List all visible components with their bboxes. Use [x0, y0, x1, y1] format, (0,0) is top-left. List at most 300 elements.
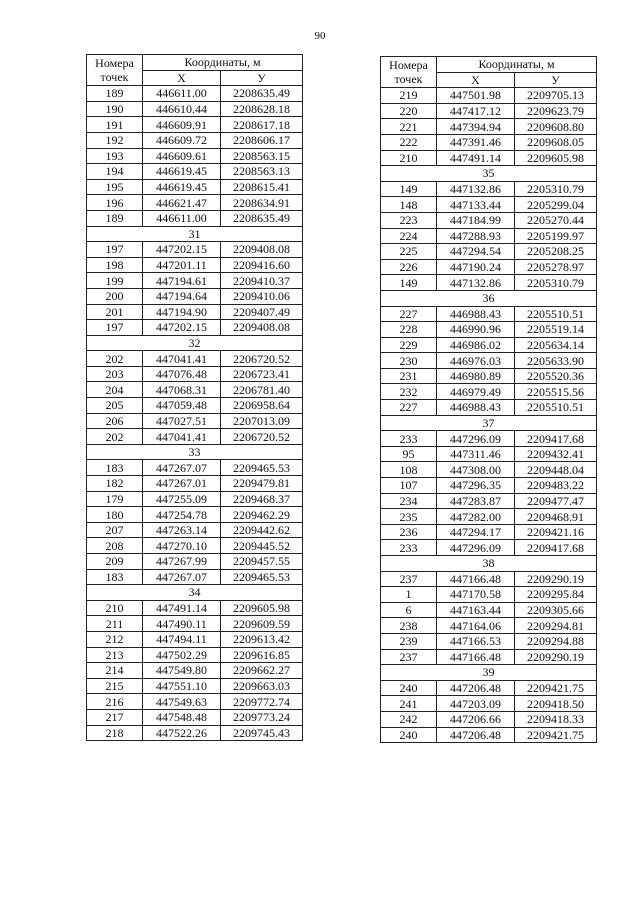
- table-row: [381, 571, 597, 587]
- point-number: 241: [381, 696, 437, 712]
- coordinate-x: 447202.15: [143, 320, 221, 336]
- table-row: [87, 647, 303, 663]
- point-number: 108: [381, 462, 437, 478]
- point-number: 149: [381, 275, 437, 291]
- point-number: 148: [381, 197, 437, 213]
- coordinate-y: 2205633.90: [515, 353, 597, 369]
- coordinate-x: 447522.26: [143, 725, 221, 741]
- point-number: 236: [381, 524, 437, 540]
- coordinate-y: 2209608.05: [515, 134, 597, 150]
- coordinate-x: 446619.45: [143, 164, 221, 180]
- table-row: [87, 522, 303, 538]
- coordinate-x: 447267.99: [143, 554, 221, 570]
- point-number: 210: [381, 150, 437, 166]
- table-row: [87, 631, 303, 647]
- coordinate-x: 447294.17: [437, 524, 515, 540]
- section-row: [381, 665, 597, 681]
- point-number: 182: [87, 476, 143, 492]
- coordinate-x: 447255.09: [143, 491, 221, 507]
- coordinate-x: 447494.11: [143, 631, 221, 647]
- coordinate-x: 446611.00: [143, 210, 221, 226]
- coordinate-x: 446980.89: [437, 368, 515, 384]
- coordinate-x: 447190.24: [437, 259, 515, 275]
- table-row: [381, 259, 597, 275]
- coordinate-x: 447166.48: [437, 571, 515, 587]
- table-row: [87, 257, 303, 273]
- point-number: 180: [87, 507, 143, 523]
- point-number: 228: [381, 322, 437, 338]
- table-row: [87, 694, 303, 710]
- table-row: [381, 493, 597, 509]
- table-row: [87, 460, 303, 476]
- header-y: У: [221, 70, 303, 86]
- table-body: [87, 86, 303, 741]
- coordinate-y: 2208635.49: [221, 86, 303, 102]
- table-row: [87, 554, 303, 570]
- point-number: 204: [87, 382, 143, 398]
- point-number: 196: [87, 195, 143, 211]
- coordinate-y: 2209432.41: [515, 446, 597, 462]
- coordinate-y: 2209745.43: [221, 725, 303, 741]
- table-row: [87, 210, 303, 226]
- table-row: [87, 507, 303, 523]
- coordinate-x: 447283.87: [437, 493, 515, 509]
- coordinates-table-right: [380, 56, 597, 743]
- table-row: [381, 431, 597, 447]
- point-number: 234: [381, 493, 437, 509]
- coordinate-x: 447491.14: [437, 150, 515, 166]
- coordinate-x: 447132.86: [437, 275, 515, 291]
- coordinate-x: 447267.07: [143, 460, 221, 476]
- point-number: 6: [381, 602, 437, 618]
- coordinate-y: 2209662.27: [221, 663, 303, 679]
- coordinate-y: 2209605.98: [221, 600, 303, 616]
- section-number: 36: [381, 290, 597, 306]
- header-coordinates: Координаты, м: [437, 57, 597, 73]
- point-number: 201: [87, 304, 143, 320]
- point-number: 219: [381, 88, 437, 104]
- point-number: 197: [87, 320, 143, 336]
- header-point-number: Номера точек: [87, 55, 143, 86]
- point-number: 221: [381, 119, 437, 135]
- coordinate-y: 2209616.85: [221, 647, 303, 663]
- coordinate-y: 2208634.91: [221, 195, 303, 211]
- page-number: 90: [314, 30, 326, 42]
- table-row: [87, 491, 303, 507]
- coordinate-y: 2208628.18: [221, 101, 303, 117]
- table-body: [381, 88, 597, 743]
- coordinate-y: 2205278.97: [515, 259, 597, 275]
- coordinate-x: 446988.43: [437, 306, 515, 322]
- coordinate-y: 2209445.52: [221, 538, 303, 554]
- point-number: 231: [381, 368, 437, 384]
- table-row: [381, 727, 597, 743]
- point-number: 149: [381, 181, 437, 197]
- section-number: 34: [87, 585, 303, 601]
- coordinate-x: 446610.44: [143, 101, 221, 117]
- coordinate-y: 2209295.84: [515, 587, 597, 603]
- point-number: 214: [87, 663, 143, 679]
- table-row: [381, 322, 597, 338]
- coordinate-y: 2205299.04: [515, 197, 597, 213]
- point-number: 203: [87, 366, 143, 382]
- coordinate-y: 2209609.59: [221, 616, 303, 632]
- table-row: [87, 195, 303, 211]
- point-number: 209: [87, 554, 143, 570]
- coordinate-y: 2209418.50: [515, 696, 597, 712]
- coordinate-y: 2206781.40: [221, 382, 303, 398]
- coordinate-x: 447282.00: [437, 509, 515, 525]
- table-row: [381, 587, 597, 603]
- table-row: [381, 524, 597, 540]
- coordinate-x: 447041.41: [143, 429, 221, 445]
- point-number: 230: [381, 353, 437, 369]
- point-number: 239: [381, 633, 437, 649]
- table-row: [87, 132, 303, 148]
- table-row: [87, 709, 303, 725]
- point-number: 237: [381, 649, 437, 665]
- coordinate-y: 2205270.44: [515, 212, 597, 228]
- coordinate-y: 2205208.25: [515, 244, 597, 260]
- table-row: [87, 725, 303, 741]
- point-number: 192: [87, 132, 143, 148]
- coordinate-x: 447194.61: [143, 273, 221, 289]
- coordinate-x: 447294.54: [437, 244, 515, 260]
- table-row: [87, 179, 303, 195]
- coordinate-x: 447201.11: [143, 257, 221, 273]
- section-row: [87, 226, 303, 242]
- coordinate-x: 447206.66: [437, 711, 515, 727]
- table-row: [381, 134, 597, 150]
- point-number: 213: [87, 647, 143, 663]
- point-number: 183: [87, 460, 143, 476]
- coordinate-x: 447549.80: [143, 663, 221, 679]
- point-number: 198: [87, 257, 143, 273]
- point-number: 197: [87, 242, 143, 258]
- coordinate-x: 447170.58: [437, 587, 515, 603]
- point-number: 227: [381, 400, 437, 416]
- coordinate-x: 447133.44: [437, 197, 515, 213]
- table-row: [381, 384, 597, 400]
- coordinate-x: 446609.61: [143, 148, 221, 164]
- coordinate-x: 447417.12: [437, 103, 515, 119]
- table-row: [87, 117, 303, 133]
- coordinate-y: 2209613.42: [221, 631, 303, 647]
- point-number: 227: [381, 306, 437, 322]
- coordinate-y: 2205510.51: [515, 400, 597, 416]
- coordinate-y: 2206720.52: [221, 351, 303, 367]
- point-number: 206: [87, 413, 143, 429]
- table-row: [87, 101, 303, 117]
- coordinate-x: 447267.01: [143, 476, 221, 492]
- coordinate-y: 2208635.49: [221, 210, 303, 226]
- table-row: [381, 228, 597, 244]
- table-row: [87, 304, 303, 320]
- coordinate-x: 447548.48: [143, 709, 221, 725]
- coordinate-x: 447501.98: [437, 88, 515, 104]
- coordinate-y: 2208617.18: [221, 117, 303, 133]
- point-number: 215: [87, 678, 143, 694]
- table-row: [87, 382, 303, 398]
- point-number: 216: [87, 694, 143, 710]
- table-row: [381, 353, 597, 369]
- table-row: [381, 446, 597, 462]
- table-row: [381, 181, 597, 197]
- coordinate-y: 2209477.47: [515, 493, 597, 509]
- table-row: [87, 569, 303, 585]
- coordinate-y: 2209479.81: [221, 476, 303, 492]
- section-number: 33: [87, 444, 303, 460]
- coordinate-y: 2209294.88: [515, 633, 597, 649]
- coordinate-y: 2209623.79: [515, 103, 597, 119]
- coordinate-x: 447076.48: [143, 366, 221, 382]
- coordinate-y: 2209421.75: [515, 727, 597, 743]
- coordinate-y: 2209663.03: [221, 678, 303, 694]
- table-row: [381, 368, 597, 384]
- coordinate-y: 2208563.13: [221, 164, 303, 180]
- coordinate-x: 446609.91: [143, 117, 221, 133]
- point-number: 183: [87, 569, 143, 585]
- coordinate-y: 2209608.80: [515, 119, 597, 135]
- table-row: [87, 366, 303, 382]
- coordinate-x: 447027.51: [143, 413, 221, 429]
- table-row: [381, 540, 597, 556]
- coordinate-y: 2205519.14: [515, 322, 597, 338]
- table-row: [87, 538, 303, 554]
- point-number: 218: [87, 725, 143, 741]
- coordinate-x: 446611.00: [143, 86, 221, 102]
- point-number: 229: [381, 337, 437, 353]
- coordinate-x: 447491.14: [143, 600, 221, 616]
- coordinate-y: 2209416.60: [221, 257, 303, 273]
- point-number: 202: [87, 351, 143, 367]
- point-number: 238: [381, 618, 437, 634]
- point-number: 210: [87, 600, 143, 616]
- table-row: [381, 400, 597, 416]
- coordinate-y: 2209772.74: [221, 694, 303, 710]
- coordinate-x: 447394.94: [437, 119, 515, 135]
- coordinate-y: 2205515.56: [515, 384, 597, 400]
- header-x: X: [437, 72, 515, 88]
- coordinate-x: 447184.99: [437, 212, 515, 228]
- coordinate-y: 2209418.33: [515, 711, 597, 727]
- coordinate-y: 2209605.98: [515, 150, 597, 166]
- coordinate-y: 2209410.37: [221, 273, 303, 289]
- section-number: 32: [87, 335, 303, 351]
- point-number: 237: [381, 571, 437, 587]
- coordinate-x: 447296.09: [437, 540, 515, 556]
- point-number: 233: [381, 431, 437, 447]
- point-number: 205: [87, 398, 143, 414]
- coordinate-y: 2209290.19: [515, 571, 597, 587]
- coordinate-y: 2209421.75: [515, 680, 597, 696]
- table-row: [87, 351, 303, 367]
- coordinate-y: 2209457.55: [221, 554, 303, 570]
- table-row: [87, 148, 303, 164]
- coordinate-x: 447194.64: [143, 288, 221, 304]
- coordinate-y: 2209468.91: [515, 509, 597, 525]
- table-row: [381, 696, 597, 712]
- point-number: 193: [87, 148, 143, 164]
- section-row: [381, 290, 597, 306]
- point-number: 212: [87, 631, 143, 647]
- coordinate-x: 447308.00: [437, 462, 515, 478]
- coordinate-y: 2205634.14: [515, 337, 597, 353]
- table-row: [381, 478, 597, 494]
- coordinate-y: 2209410.06: [221, 288, 303, 304]
- coordinate-x: 447059.48: [143, 398, 221, 414]
- coordinate-y: 2205510.51: [515, 306, 597, 322]
- coordinate-y: 2209468.37: [221, 491, 303, 507]
- table-row: [381, 602, 597, 618]
- point-number: 240: [381, 727, 437, 743]
- coordinate-y: 2209421.16: [515, 524, 597, 540]
- point-number: 202: [87, 429, 143, 445]
- point-number: 189: [87, 86, 143, 102]
- coordinate-y: 2209305.66: [515, 602, 597, 618]
- coordinate-y: 2209483.22: [515, 478, 597, 494]
- coordinate-x: 446986.02: [437, 337, 515, 353]
- point-number: 200: [87, 288, 143, 304]
- coordinate-x: 446990.96: [437, 322, 515, 338]
- point-number: 222: [381, 134, 437, 150]
- point-number: 95: [381, 446, 437, 462]
- table-row: [87, 320, 303, 336]
- table-row: [381, 680, 597, 696]
- coordinate-y: 2206720.52: [221, 429, 303, 445]
- point-number: 194: [87, 164, 143, 180]
- section-row: [87, 585, 303, 601]
- coordinate-x: 447194.90: [143, 304, 221, 320]
- coordinate-y: 2209408.08: [221, 320, 303, 336]
- table-row: [87, 86, 303, 102]
- coordinate-y: 2206958.64: [221, 398, 303, 414]
- coordinate-x: 447166.48: [437, 649, 515, 665]
- table-row: [87, 616, 303, 632]
- coordinate-x: 447041.41: [143, 351, 221, 367]
- point-number: 179: [87, 491, 143, 507]
- coordinate-y: 2207013.09: [221, 413, 303, 429]
- coordinate-x: 446619.45: [143, 179, 221, 195]
- section-number: 37: [381, 415, 597, 431]
- coordinate-x: 447206.48: [437, 727, 515, 743]
- coordinate-x: 446979.49: [437, 384, 515, 400]
- coordinate-y: 2209773.24: [221, 709, 303, 725]
- point-number: 225: [381, 244, 437, 260]
- table-row: [381, 88, 597, 104]
- table-row: [381, 275, 597, 291]
- coordinate-x: 447267.07: [143, 569, 221, 585]
- coordinate-x: 447490.11: [143, 616, 221, 632]
- coordinate-y: 2209408.08: [221, 242, 303, 258]
- section-row: [87, 335, 303, 351]
- table-row: [381, 244, 597, 260]
- table-row: [87, 288, 303, 304]
- point-number: 226: [381, 259, 437, 275]
- coordinate-x: 447549.63: [143, 694, 221, 710]
- coordinate-y: 2209448.04: [515, 462, 597, 478]
- header-x: X: [143, 70, 221, 86]
- coordinate-y: 2209462.29: [221, 507, 303, 523]
- table-row: [381, 306, 597, 322]
- coordinate-y: 2208563.15: [221, 148, 303, 164]
- header-y: У: [515, 72, 597, 88]
- point-number: 190: [87, 101, 143, 117]
- coordinate-y: 2209294.81: [515, 618, 597, 634]
- table-row: [381, 103, 597, 119]
- coordinate-x: 447296.09: [437, 431, 515, 447]
- point-number: 211: [87, 616, 143, 632]
- coordinate-x: 447270.10: [143, 538, 221, 554]
- coordinate-x: 447163.44: [437, 602, 515, 618]
- point-number: 189: [87, 210, 143, 226]
- coordinate-x: 446988.43: [437, 400, 515, 416]
- table-row: [87, 413, 303, 429]
- coordinate-x: 447391.46: [437, 134, 515, 150]
- coordinate-x: 447203.09: [437, 696, 515, 712]
- table-row: [87, 678, 303, 694]
- point-number: 207: [87, 522, 143, 538]
- section-number: 31: [87, 226, 303, 242]
- point-number: 208: [87, 538, 143, 554]
- point-number: 217: [87, 709, 143, 725]
- table-row: [381, 649, 597, 665]
- point-number: 223: [381, 212, 437, 228]
- coordinate-x: 447164.06: [437, 618, 515, 634]
- coordinate-y: 2209417.68: [515, 540, 597, 556]
- table-row: [87, 476, 303, 492]
- table-row: [87, 600, 303, 616]
- coordinate-y: 2209465.53: [221, 569, 303, 585]
- point-number: 235: [381, 509, 437, 525]
- coordinate-x: 447132.86: [437, 181, 515, 197]
- point-number: 242: [381, 711, 437, 727]
- table-row: [87, 398, 303, 414]
- coordinate-y: 2209465.53: [221, 460, 303, 476]
- coordinate-x: 447068.31: [143, 382, 221, 398]
- table-row: [381, 197, 597, 213]
- table-row: [87, 242, 303, 258]
- table-row: [381, 618, 597, 634]
- coordinate-y: 2208615.41: [221, 179, 303, 195]
- coordinates-table-left: [86, 54, 303, 741]
- table-row: [381, 119, 597, 135]
- coordinate-x: 446976.03: [437, 353, 515, 369]
- section-number: 35: [381, 166, 597, 182]
- coordinate-x: 446609.72: [143, 132, 221, 148]
- coordinate-x: 447254.78: [143, 507, 221, 523]
- section-row: [381, 556, 597, 572]
- table-row: [87, 663, 303, 679]
- point-number: 1: [381, 587, 437, 603]
- coordinate-y: 2209442.62: [221, 522, 303, 538]
- point-number: 233: [381, 540, 437, 556]
- coordinate-x: 447296.35: [437, 478, 515, 494]
- table-row: [381, 711, 597, 727]
- table-header: [381, 57, 597, 88]
- table-row: [381, 337, 597, 353]
- coordinate-x: 447263.14: [143, 522, 221, 538]
- coordinate-y: 2205310.79: [515, 181, 597, 197]
- point-number: 199: [87, 273, 143, 289]
- section-number: 38: [381, 556, 597, 572]
- section-row: [381, 415, 597, 431]
- coordinate-x: 447206.48: [437, 680, 515, 696]
- table-row: [381, 212, 597, 228]
- point-number: 224: [381, 228, 437, 244]
- coordinate-x: 447551.10: [143, 678, 221, 694]
- table-row: [87, 164, 303, 180]
